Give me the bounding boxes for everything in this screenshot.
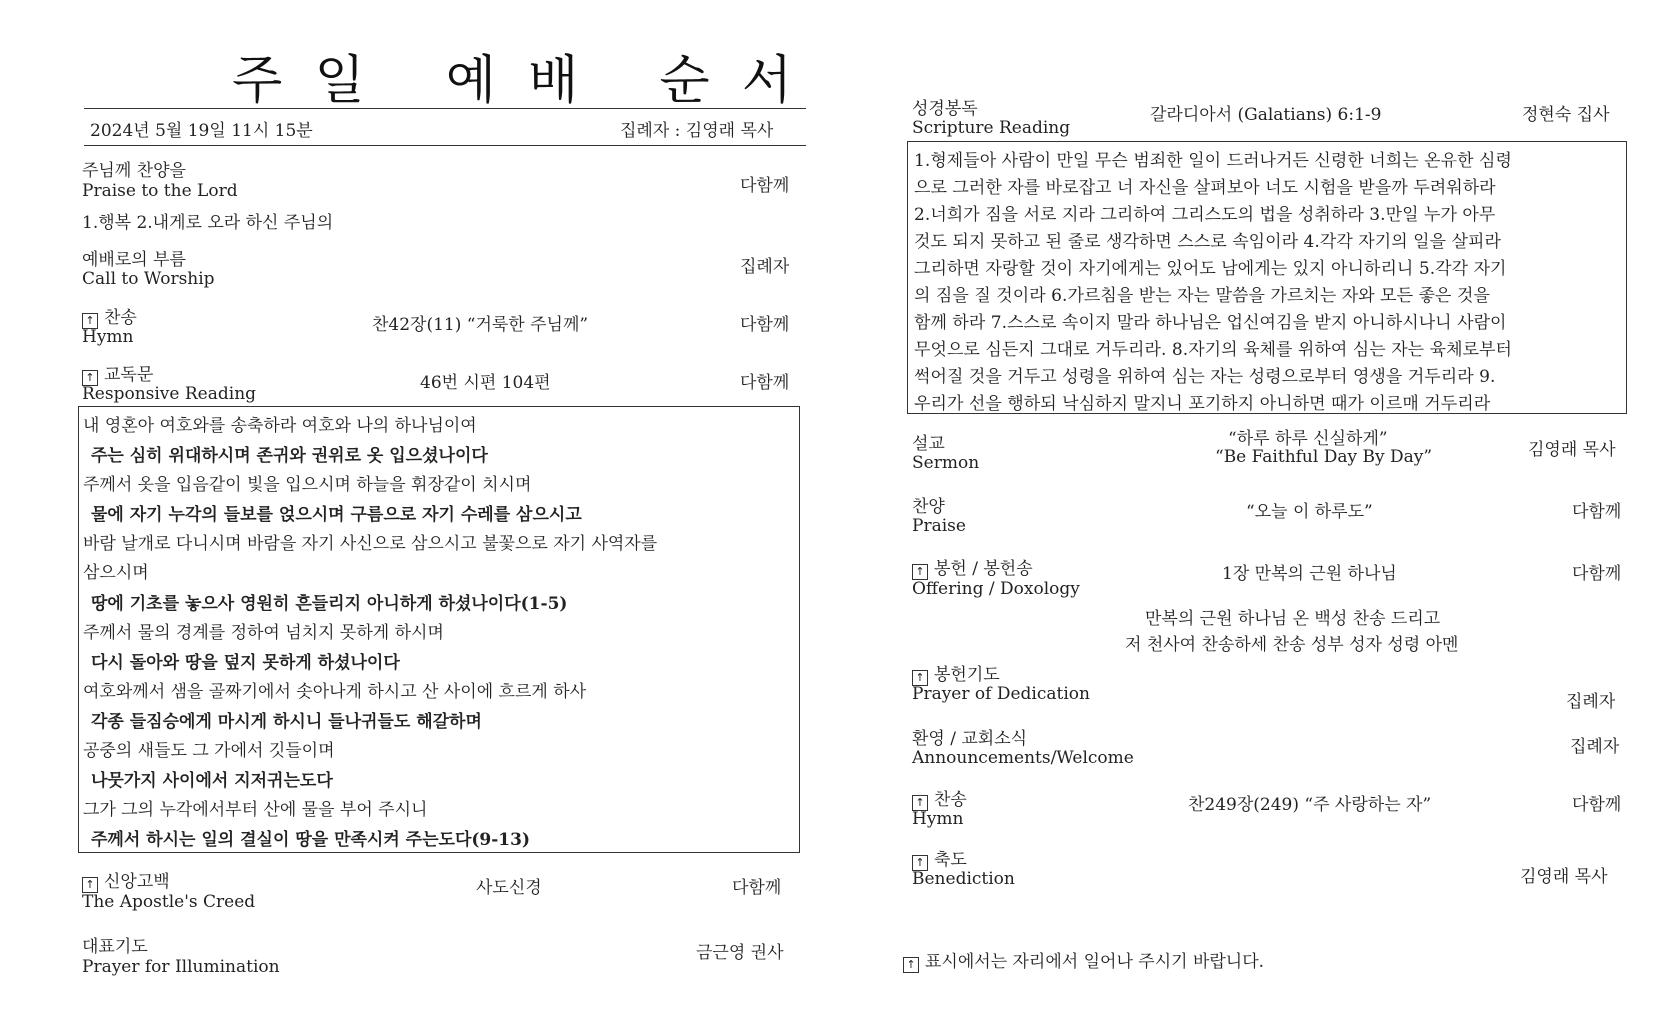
reading-label: 교독문	[104, 365, 154, 385]
sermon-title-en: Sermon	[912, 453, 980, 473]
scripture-line: 의 짐을 질 것이라 6.가르침을 받는 자는 말씀을 가르치는 자와 모든 좋은 것을	[914, 286, 1490, 306]
benediction-title-en: Benediction	[912, 869, 1015, 889]
praise2-title-ko: 찬양	[912, 497, 945, 517]
reading-performer: 다함께	[740, 373, 790, 393]
standing-up-icon: ↑	[82, 877, 98, 893]
dedication-performer: 집례자	[1566, 692, 1616, 712]
scripture-line: 우리가 선을 행하되 낙심하지 말지니 포기하지 아니하면 때가 이르매 거두리라	[914, 394, 1491, 414]
service-leader: 집례자 : 김영래 목사	[620, 121, 774, 141]
creed-title-en: The Apostle's Creed	[82, 892, 256, 912]
prayer-title-en: Prayer for Illumination	[82, 957, 280, 977]
creed-performer: 다함께	[732, 878, 782, 898]
standing-up-icon: ↑	[912, 670, 928, 686]
responsive-line: 여호와께서 샘을 골짜기에서 솟아나게 하시고 산 사이에 흐르게 하사	[83, 682, 587, 702]
standing-up-icon: ↑	[903, 957, 919, 973]
scripture-reference: 갈라디아서 (Galatians) 6:1-9	[1150, 105, 1382, 125]
responsive-line: 주께서 물의 경계를 정하여 넘치지 못하게 하시며	[83, 623, 444, 643]
footnote-text: 표시에서는 자리에서 일어나 주시기 바랍니다.	[925, 952, 1265, 972]
hymn1-song: 찬42장(11) “거룩한 주님께”	[372, 315, 589, 335]
creed-label: 신앙고백	[104, 872, 170, 892]
scripture-line: 썩어질 것을 거두고 성령을 위하여 심는 자는 성령으로부터 영생을 거두리라 9.	[914, 367, 1496, 387]
benediction-performer: 김영래 목사	[1520, 867, 1608, 887]
responsive-line: 내 영혼아 여호와를 송축하라 여호와 나의 하나님이여	[83, 416, 477, 436]
responsive-line: 각종 들짐승에게 마시게 하시니 들나귀들도 해갈하며	[91, 712, 482, 732]
responsive-line: 공중의 새들도 그 가에서 깃들이며	[83, 741, 335, 761]
hymn2-title-en: Hymn	[912, 809, 964, 829]
scripture-line: 1.형제들아 사람이 만일 무슨 범죄한 일이 드러나거든 신령한 너희는 온유한 심령	[914, 151, 1512, 171]
dedication-title-ko	[912, 665, 1000, 686]
scripture-title-ko: 성경봉독	[912, 99, 978, 119]
hymn2-performer: 다함께	[1572, 795, 1622, 815]
hymn1-title-en: Hymn	[82, 327, 134, 347]
hymn1-title-ko	[82, 308, 137, 329]
standing-up-icon: ↑	[82, 370, 98, 386]
standing-up-icon: ↑	[82, 313, 98, 329]
responsive-line: 바람 날개로 다니시며 바람을 자기 사신으로 삼으시고 불꽃으로 자기 사역자를	[83, 534, 658, 554]
sermon-title-ko: 설교	[912, 434, 945, 454]
scripture-line: 으로 그러한 자를 바로잡고 너 자신을 살펴보아 너도 시험을 받을까 두려워하라	[914, 178, 1496, 198]
reading-number: 46번 시편 104편	[420, 373, 551, 393]
praise2-performer: 다함께	[1572, 502, 1622, 522]
sermon-preacher: 김영래 목사	[1528, 440, 1616, 460]
responsive-line: 주께서 옷을 입음같이 빛을 입으시며 하늘을 휘장같이 치시며	[83, 475, 532, 495]
scripture-line: 것도 되지 못하고 된 줄로 생각하면 스스로 속임이라 4.각각 자기의 일을 살피라	[914, 232, 1501, 252]
offering-title-en: Offering / Doxology	[912, 579, 1080, 599]
responsive-line: 물에 자기 누각의 들보를 얹으시며 구름으로 자기 수레를 삼으시고	[91, 505, 582, 525]
praise2-title-en: Praise	[912, 516, 966, 536]
scripture-line: 무엇으로 심든지 그대로 거두리라. 8.자기의 육체를 위하여 심는 자는 육체로부터	[914, 340, 1512, 360]
prayer-performer: 금근영 권사	[696, 943, 784, 963]
praise-title-en: Praise to the Lord	[82, 181, 238, 201]
hymn2-label: 찬송	[934, 790, 967, 810]
praise2-song: “오늘 이 하루도”	[1246, 502, 1373, 522]
benediction-label: 축도	[934, 850, 967, 870]
hymn1-label: 찬송	[104, 308, 137, 328]
hymn2-song: 찬249장(249) “주 사랑하는 자”	[1188, 795, 1432, 815]
announce-title-ko: 환영 / 교회소식	[912, 729, 1028, 749]
prayer-title-ko: 대표기도	[82, 937, 148, 957]
scripture-line: 그리하면 자랑할 것이 자기에게는 있어도 남에게는 있지 아니하리니 5.각각 자기	[914, 259, 1507, 279]
announce-performer: 집례자	[1570, 737, 1620, 757]
benediction-title-ko	[912, 850, 967, 871]
offering-title-ko	[912, 559, 1033, 580]
call-title-ko: 예배로의 부름	[82, 250, 186, 270]
creed-text: 사도신경	[476, 878, 542, 898]
praise-songs: 1.행복 2.내게로 오라 하신 주님의	[82, 213, 334, 233]
standing-footnote	[903, 947, 1264, 973]
hymn1-performer: 다함께	[740, 315, 790, 335]
scripture-text-box	[907, 141, 1627, 414]
scripture-line: 2.너희가 짐을 서로 지라 그리하여 그리스도의 법을 성취하라 3.만일 누가 아무	[914, 205, 1496, 225]
sermon-topic-ko: “하루 하루 신실하게”	[1228, 429, 1388, 449]
hymn2-title-ko	[912, 790, 967, 811]
praise-performer: 다함께	[740, 176, 790, 196]
standing-up-icon: ↑	[912, 855, 928, 871]
creed-title-ko	[82, 872, 170, 893]
responsive-line: 땅에 기초를 놓으사 영원히 흔들리지 아니하게 하셨나이다(1-5)	[91, 594, 568, 614]
offering-performer: 다함께	[1572, 564, 1622, 584]
scripture-reader: 정현숙 집사	[1522, 105, 1610, 125]
responsive-line: 삼으시며	[83, 563, 149, 583]
sermon-topic-en: “Be Faithful Day By Day”	[1215, 447, 1433, 467]
responsive-line: 주께서 하시는 일의 결실이 땅을 만족시켜 주는도다(9-13)	[91, 830, 531, 850]
call-title-en: Call to Worship	[82, 269, 215, 289]
offering-song: 1장 만복의 근원 하나님	[1222, 564, 1397, 584]
header-top-rule	[84, 108, 806, 109]
standing-up-icon: ↑	[912, 795, 928, 811]
offering-label: 봉헌 / 봉헌송	[934, 559, 1033, 579]
doxology-lyric-1: 만복의 근원 하나님 온 백성 찬송 드리고	[1145, 609, 1441, 629]
scripture-line: 함께 하라 7.스스로 속이지 말라 하나님은 업신여김을 받지 아니하시나니 사람이	[914, 313, 1507, 333]
service-date: 2024년 5월 19일 11시 15분	[90, 121, 313, 141]
dedication-title-en: Prayer of Dedication	[912, 684, 1090, 704]
reading-title-ko	[82, 365, 153, 386]
responsive-line: 주는 심히 위대하시며 존귀와 권위로 옷 입으셨나이다	[91, 446, 488, 466]
responsive-line: 다시 돌아와 땅을 덮지 못하게 하셨나이다	[91, 653, 400, 673]
header-bottom-rule	[84, 145, 806, 146]
doxology-lyric-2: 저 천사여 찬송하세 찬송 성부 성자 성령 아멘	[1125, 635, 1459, 655]
announce-title-en: Announcements/Welcome	[912, 748, 1134, 768]
standing-up-icon: ↑	[912, 564, 928, 580]
responsive-line: 그가 그의 누각에서부터 산에 물을 부어 주시니	[83, 800, 428, 820]
responsive-line: 나뭇가지 사이에서 지저귀는도다	[91, 771, 333, 791]
responsive-reading-box	[78, 406, 800, 853]
praise-title-ko: 주님께 찬양을	[82, 161, 186, 181]
page-title: 주일 예배 순서	[232, 51, 825, 111]
dedication-label: 봉헌기도	[934, 665, 1000, 685]
scripture-title-en: Scripture Reading	[912, 118, 1071, 138]
call-performer: 집례자	[740, 257, 790, 277]
reading-title-en: Responsive Reading	[82, 384, 257, 404]
